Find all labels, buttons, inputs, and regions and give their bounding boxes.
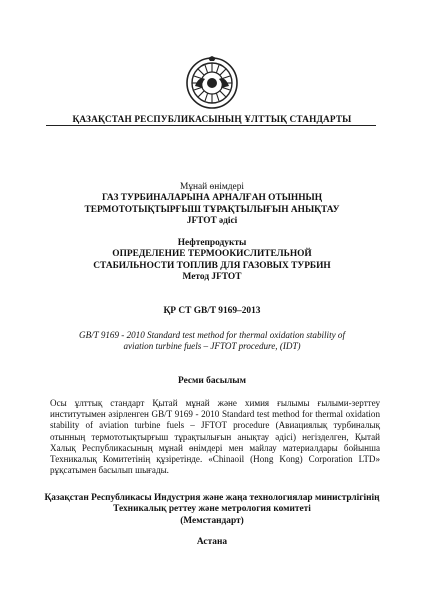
russian-category: Нефтепродукты (177, 238, 247, 248)
kazakh-title-line-2: ТЕРМОТОТЫҚТЫРҒЫШ ТҰРАҚТЫЛЫҒЫН АНЫҚТАУ (84, 204, 340, 215)
publisher-block (0, 493, 424, 527)
kazakh-title-line-1: ГАЗ ТУРБИНАЛАРЫНА АРНАЛҒАН ОТЫННЫҢ (101, 193, 323, 204)
city-name: Астана (196, 537, 228, 547)
russian-title-line-2: СТАБИЛЬНОСТИ ТОПЛИВ ДЛЯ ГАЗОВЫХ ТУРБИН (93, 260, 331, 271)
committee-abbreviation: (Мемстандарт) (180, 515, 244, 526)
kazakh-category: Мұнай өнімдері (179, 182, 245, 192)
ministry-name: Қазақстан Республикасы Индустрия және жаңа технологиялар министрлігінің (44, 493, 380, 503)
official-edition-label: Ресми басылым (178, 376, 246, 386)
kazakh-method: JFTOT әдісі (186, 215, 238, 226)
description-paragraph: Осы ұлттық стандарт Қытай мұнай және химия ғылымы ғылыми-зерттеу институтымен әзірленген GB/T 9169 - 2010 Standard test method for thermal oxidation stability of aviation turbine fuels – JFTOT procedure (Авиациялық турбиналық отынның термототықтырғыш тұрақтылығын анықтау әдісі) негізделген, Қытай Халық Республикасының мұнай өнімдері мен майлау материалдары бойынша Техникалық Комитетінің құзіретінде. «Chinaoil (Hong Kong) Corporation LTD» рұқсатымен басылып шығады. (50, 398, 380, 476)
standard-code: ҚР СТ GB/T 9169–2013 (163, 306, 261, 316)
russian-title-block (0, 238, 424, 283)
source-standard (0, 330, 424, 353)
header-divider (46, 125, 376, 126)
state-emblem-icon (185, 56, 239, 110)
russian-title-line-1: ОПРЕДЕЛЕНИЕ ТЕРМООКИСЛИТЕЛЬНОЙ (112, 249, 312, 260)
kazakh-title-block (0, 182, 424, 227)
russian-method: Метод JFTOT (182, 271, 242, 282)
committee-name: Техникалық реттеу және метрология комитеті (113, 504, 311, 515)
source-standard-line-2: aviation turbine fuels – JFTOT procedure, (IDT) (123, 341, 301, 352)
source-standard-line-1: GB/T 9169 - 2010 Standard test method for thermal oxidation stability of (79, 330, 345, 340)
organization-title: ҚАЗАҚСТАН РЕСПУБЛИКАСЫНЫҢ ҰЛТТЫҚ СТАНДАРТЫ (72, 115, 352, 125)
